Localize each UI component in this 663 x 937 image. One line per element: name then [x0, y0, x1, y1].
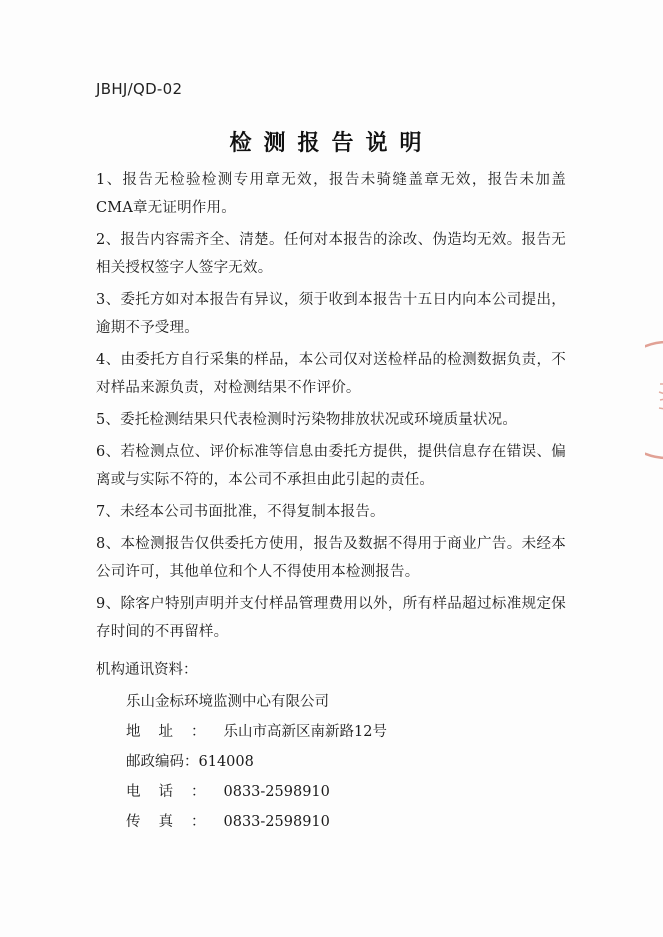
contact-heading: 机构通讯资料：: [96, 662, 198, 678]
clause-item: 9、除客户特别声明并支付样品管理费用以外，所有样品超过标准规定保存时间的不再留样。: [96, 596, 566, 640]
clause-item: 6、若检测点位、评价标准等信息由委托方提供，提供信息存在错误、偏离或与实际不符的，本公司不承担由此引起的责任。: [96, 444, 566, 488]
postcode-label: 邮政编码：: [126, 754, 199, 770]
address-value: 乐山市高新区南新路12号: [223, 724, 387, 740]
postcode-value: 614008: [198, 754, 254, 770]
clause-list: [96, 166, 566, 650]
company-name: 乐山金标环境监测中心有限公司: [126, 694, 329, 710]
clause-item: 2、报告内容需齐全、清楚。任何对本报告的涂改、伪造均无效。报告无相关授权签字人签字无效。: [96, 232, 566, 276]
seal-arc: [645, 340, 663, 460]
fax-value: 0833-2598910: [223, 814, 330, 830]
contact-phone-row: [126, 777, 566, 807]
page-title: 检测报告说明: [229, 131, 434, 156]
contact-fax-row: [126, 807, 566, 837]
seal-fragment-icon: [645, 340, 663, 460]
clause-item: 5、委托检测结果只代表检测时污染物排放状况或环境质量状况。: [96, 412, 518, 428]
clause-item: 7、未经本公司书面批准，不得复制本报告。: [96, 504, 385, 520]
contact-section: [96, 655, 566, 837]
phone-label: 电话：: [126, 784, 224, 800]
contact-postcode-row: [126, 747, 566, 777]
contact-address-row: [126, 717, 566, 747]
contact-company: [126, 687, 566, 717]
clause-item: 4、由委托方自行采集的样品，本公司仅对送检样品的检测数据负责，不对样品来源负责，对检测结果不作评价。: [96, 352, 566, 396]
clause-item: 3、委托方如对本报告有异议，须于收到本报告十五日内向本公司提出，逾期不予受理。: [96, 292, 566, 336]
clause-item: 8、本检测报告仅供委托方使用，报告及数据不得用于商业广告。未经本公司许可，其他单位和个人不得使用本检测报告。: [96, 536, 566, 580]
clause-item: 1、报告无检验检测专用章无效，报告未骑缝盖章无效，报告未加盖CMA章无证明作用。: [96, 172, 566, 216]
document-code: JBHJ/QD-02: [96, 80, 183, 98]
fax-label: 传真：: [126, 814, 224, 830]
phone-value: 0833-2598910: [223, 784, 330, 800]
address-label: 地址：: [126, 724, 224, 740]
